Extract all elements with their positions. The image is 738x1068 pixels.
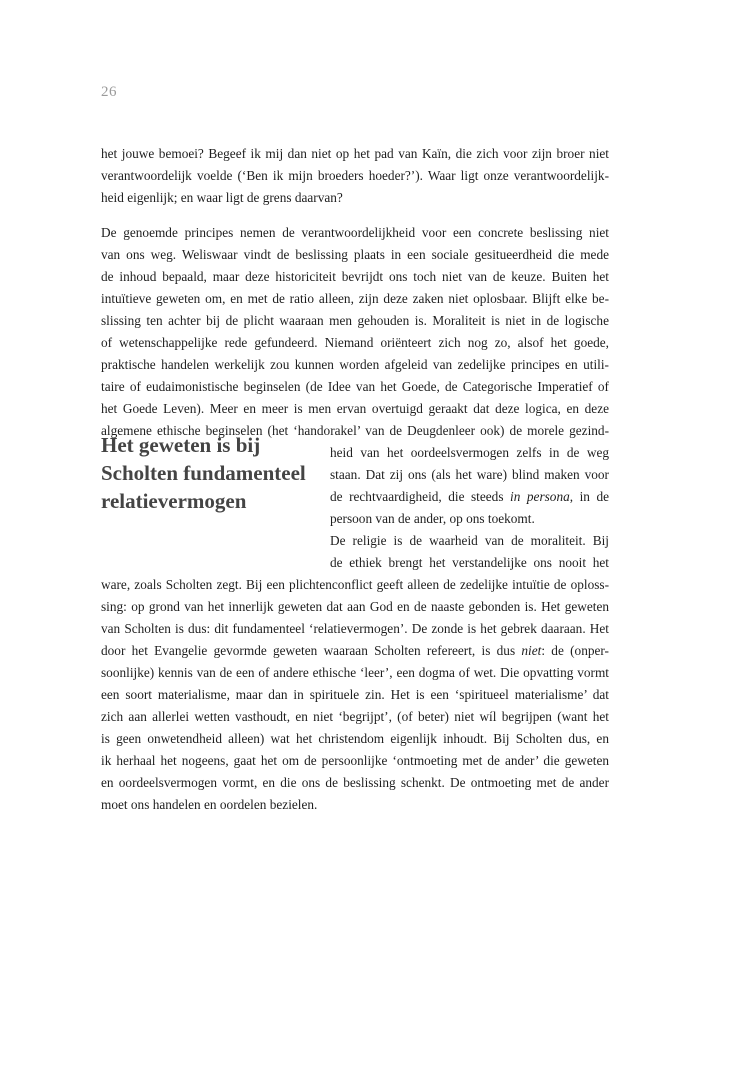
text-line: slissing ten achter bij de plicht waaraan men gehouden is. Moraliteit is niet in de logische xyxy=(101,313,609,328)
text-line: sing: op grond van het innerlijk geweten dat aan God en de naaste gebonden is. Het geweten xyxy=(101,599,609,614)
text-line: intuïtieve geweten om, en met de ratio alleen, zijn deze zaken niet oplosbaar. Blijft elke be- xyxy=(101,291,609,306)
text-line: de ethiek brengt het verstandelijke ons nooit het xyxy=(330,555,609,570)
text-line: taire of eudaimonistische beginselen (de Idee van het Goede, de Categorische Imperatief of xyxy=(101,379,609,394)
text-line: De genoemde principes nemen de verantwoordelijkheid voor een concrete beslissing niet xyxy=(101,225,609,240)
text-line: is geen onwetendheid alleen) wat het christendom eigenlijk inhoudt. Bij Scholten dus, en xyxy=(101,731,609,746)
text-line: verantwoordelijk voelde (‘Ben ik mijn broeders hoeder?’). Waar ligt onze verantwoordelijk- xyxy=(101,168,609,183)
page-number: 26 xyxy=(101,84,117,100)
text-line: praktische handelen werkelijk zou kunnen worden afgeleid van zedelijke principes en utili- xyxy=(101,357,609,372)
text-line: een soort materialisme, maar dan in spirituele zin. Het is een ‘spiritueel materialisme’ dat xyxy=(101,687,609,702)
pull-quote-line: Het geweten is bij xyxy=(101,433,261,457)
pull-quote xyxy=(101,431,316,515)
text-line: door het Evangelie gevormde geweten waaraan Scholten refereert, is dus niet: de (onper- xyxy=(101,643,609,658)
text-line: persoon van de ander, op ons toekomt. xyxy=(330,511,535,526)
text-line: het jouwe bemoei? Begeef ik mij dan niet op het pad van Kaïn, die zich voor zijn broer niet xyxy=(101,146,609,161)
text-line: en oordeelsvermogen vormt, en die ons de beslissing schenkt. De ontmoeting met de ander xyxy=(101,775,609,790)
text-line: de rechtvaardigheid, die steeds in persona, in de xyxy=(330,489,610,504)
text-line: soonlijke) kennis van de een of andere ethische ‘leer’, een dogma of wet. Die opvatting vormt xyxy=(101,665,609,680)
text-line: heid eigenlijk; en waar ligt de grens daarvan? xyxy=(101,190,343,205)
text-line: het Goede Leven). Meer en meer is men ervan overtuigd geraakt dat deze logica, en deze xyxy=(101,401,609,416)
text-line: de inhoud bepaald, maar deze historiciteit bevrijdt ons toch niet van de keuze. Buiten het xyxy=(101,269,609,284)
text-line: algemene ethische beginselen (het ‘handorakel’ van de Deugdenleer ook) de morele gezind- xyxy=(101,423,609,438)
text-line: van ons weg. Weliswaar vindt de beslissing plaats in een sociale gesitueerdheid die mede xyxy=(101,247,609,262)
text-line: ware, zoals Scholten zegt. Bij een plichtenconflict geeft alleen de zedelijke intuïtie de oploss- xyxy=(101,577,609,592)
text-line: of wetenschappelijke rede gefundeerd. Niemand oriënteert zich nog zo, alsof het goede, xyxy=(101,335,609,350)
pull-quote-line: Scholten fundamenteel xyxy=(101,461,306,485)
text-line: moet ons handelen en oordelen bezielen. xyxy=(101,797,318,812)
text-line: staan. Dat zij ons (als het ware) blind maken voor xyxy=(330,467,609,482)
text-line: ik herhaal het nogeens, gaat het om de persoonlijke ‘ontmoeting met de ander’ die geweten xyxy=(101,753,609,768)
pull-quote-line: relatievermogen xyxy=(101,489,247,513)
italic-term: niet xyxy=(521,643,542,658)
text-line: van Scholten is dus: dit fundamenteel ‘relatievermogen’. De zonde is het gebrek daaraan. Het xyxy=(101,621,609,636)
text-line: heid van het oordeelsvermogen zelfs in de weg xyxy=(330,445,609,460)
italic-term: in persona xyxy=(510,489,570,504)
text-line: zich aan allerlei wetten vasthoudt, en niet ‘begrijpt’, (of beter) niet wíl begrijpen (want het xyxy=(101,709,609,724)
text-line: De religie is de waarheid van de moraliteit. Bij xyxy=(330,533,609,548)
